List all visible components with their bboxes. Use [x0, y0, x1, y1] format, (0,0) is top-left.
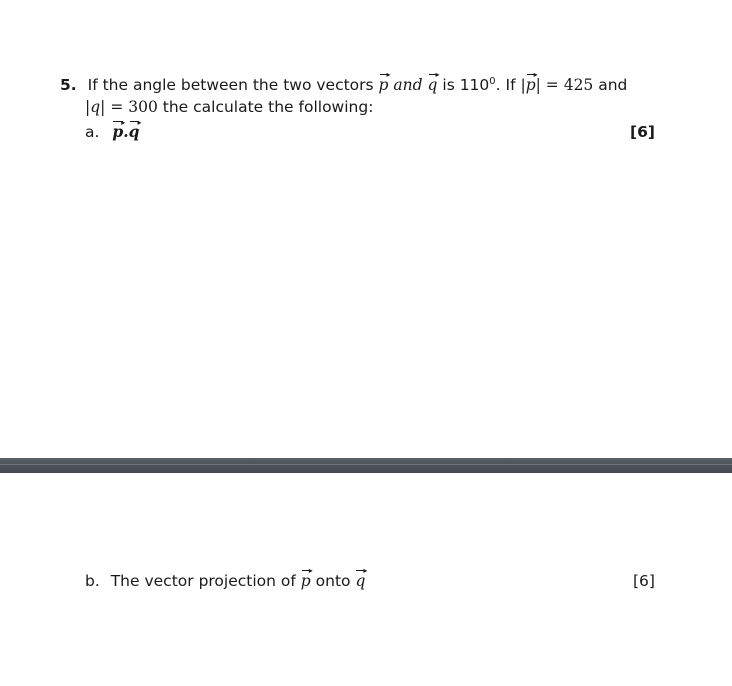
- vector-q-symbol: q ▸: [427, 70, 440, 95]
- vector-arrow-icon: ▸: [386, 70, 391, 80]
- part-a: [85, 117, 142, 142]
- part-a-vector-q: q ▸: [128, 117, 142, 141]
- part-b-text-a: The vector projection of: [110, 572, 296, 590]
- part-a-marks: [6]: [630, 123, 655, 141]
- question-text-c: . If |: [495, 76, 526, 95]
- part-b-marks: [6]: [633, 572, 655, 590]
- question-text-a: If the angle between the two vectors: [87, 76, 374, 95]
- section-divider: [0, 458, 732, 473]
- and-word: and: [393, 76, 423, 95]
- vector-arrow-icon: ▸: [121, 117, 126, 127]
- vector-p-magnitude-symbol: p ▸: [525, 70, 538, 95]
- q-symbol: q: [90, 98, 101, 116]
- part-a-label: a.: [85, 123, 100, 141]
- question-text-e: and: [598, 76, 628, 95]
- part-a-vector-p: p ▸: [112, 117, 126, 141]
- vector-arrow-icon: ▸: [435, 70, 440, 80]
- vector-p-symbol: p ▸: [378, 70, 391, 95]
- vector-arrow-icon: ▸: [533, 70, 538, 80]
- question-line-2: [85, 97, 373, 117]
- section-divider-highlight: [0, 464, 732, 465]
- degree-superscript: 0: [489, 76, 496, 87]
- part-b-vector-p: p ▸: [300, 566, 313, 590]
- magnitude-open: |: [85, 98, 91, 116]
- part-b-text-b: onto: [315, 572, 351, 590]
- magnitude-q-value: | = 300: [100, 98, 158, 116]
- question-line-1: [60, 72, 627, 95]
- question-text-b: is 110: [442, 76, 490, 95]
- part-b: [85, 566, 368, 591]
- vector-arrow-icon: ▸: [137, 117, 142, 127]
- vector-arrow-icon: ▸: [363, 566, 368, 575]
- part-b-vector-q: q ▸: [355, 566, 368, 590]
- part-b-label: b.: [85, 572, 100, 590]
- dot-operator: .: [123, 122, 129, 141]
- vector-arrow-icon: ▸: [308, 566, 313, 575]
- magnitude-p-value: | = 425: [535, 76, 594, 95]
- question-number: 5.: [60, 76, 77, 95]
- question-text-line2: the calculate the following:: [162, 98, 374, 116]
